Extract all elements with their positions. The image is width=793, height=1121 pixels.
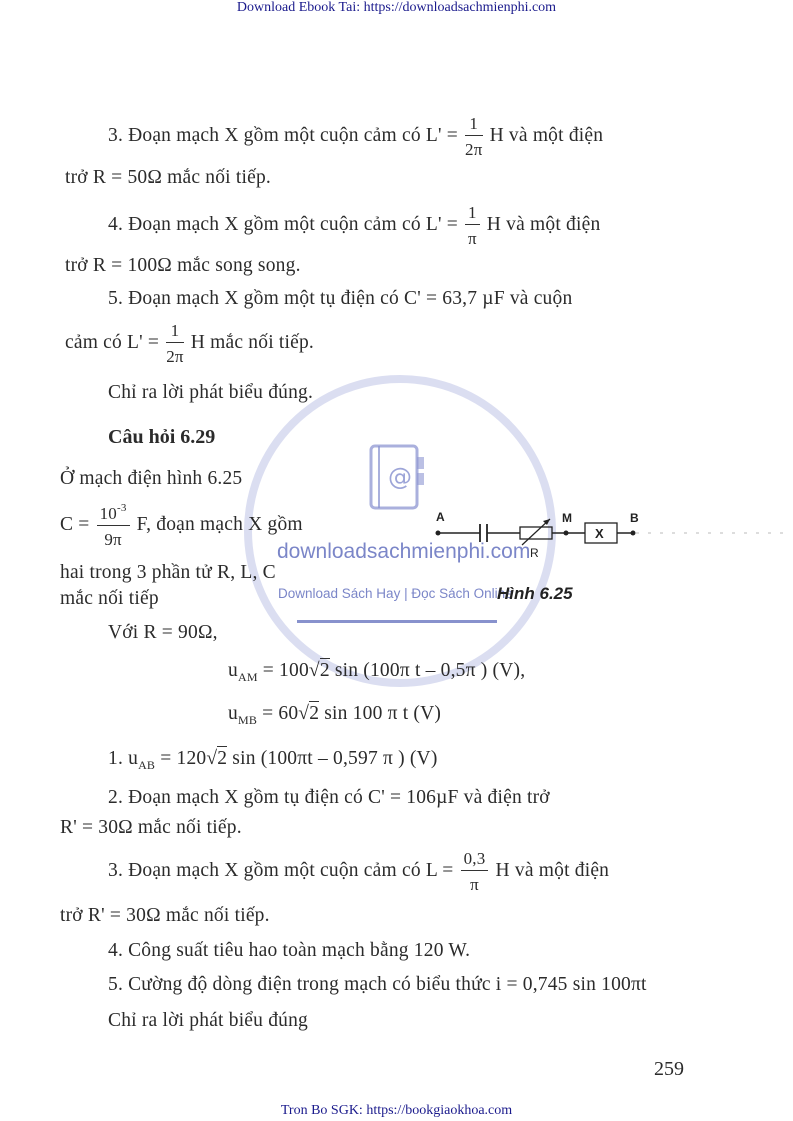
fraction: $\frac{1}{2\pi}$: [465, 114, 483, 159]
svg-text:@: @: [388, 463, 412, 491]
watermark-tagline: Download Sách Hay | Đọc Sách Online: [278, 586, 513, 601]
figure-caption: Hình 6.25: [497, 584, 573, 603]
figure-label-b: B: [630, 511, 639, 525]
given-r: Với R = 90Ω,: [108, 622, 218, 643]
fraction: $\frac{1}{\pi}$: [465, 204, 480, 247]
conclusion-2: Chỉ ra lời phát biểu đúng: [108, 1010, 308, 1031]
question-line-1: Ở mạch điện hình 6.25: [60, 468, 243, 489]
answer-1: 1. $u_{AB} = 120√2$ sin (100πt – 0,597 π ) (V): [108, 748, 438, 772]
answer-5: 5. Cường độ dòng điện trong mạch có biểu thức i = 0,745 sin 100πt: [108, 974, 647, 995]
answer-2-line-1: 2. Đoạn mạch X gồm tụ điện có C' = 106µF và điện trở: [108, 787, 550, 808]
question-heading: Câu hỏi 6.29: [108, 426, 216, 448]
item-3-line-1: 3. Đoạn mạch X gồm một cuộn cảm có L' = $\frac{1}{2\pi}$ H và một điện: [108, 114, 604, 159]
circuit-diagram: [430, 505, 790, 565]
book-at-icon: [365, 443, 429, 513]
item-4-line-1: 4. Đoạn mạch X gồm một cuộn cảm có L' = $\frac{1}{\pi}$ H và một điện: [108, 203, 601, 248]
figure-label-r: R: [530, 546, 539, 560]
figure-label-m: M: [562, 511, 572, 525]
question-line-4: mắc nối tiếp: [60, 588, 159, 609]
watermark-underline: [297, 620, 497, 623]
footer-link[interactable]: Tron Bo SGK: https://bookgiaokhoa.com: [280, 1103, 513, 1118]
conclusion-1: Chỉ ra lời phát biểu đúng.: [108, 382, 314, 403]
equation-u-am: $u_{AM} = 100√2$ sin (100π t – 0,5π ) (V),: [228, 660, 526, 684]
item-4-line-2: trở R = 100Ω mắc song song.: [65, 255, 301, 276]
figure-label-a: A: [436, 510, 445, 524]
page-number: 259: [654, 1058, 684, 1080]
header-link[interactable]: Download Ebook Tai: https://downloadsachmienphi.com: [236, 0, 557, 15]
answer-4: 4. Công suất tiêu hao toàn mạch bằng 120 W.: [108, 940, 471, 961]
fraction: $\frac{0,3}{\pi}$: [461, 850, 489, 893]
item-3-line-2: trở R = 50Ω mắc nối tiếp.: [65, 167, 271, 188]
fraction: $\frac{1}{2\pi}$: [166, 321, 184, 366]
question-line-3: hai trong 3 phần tử R, L, C: [60, 562, 276, 583]
fraction: $\frac{10^{-3}}{9\pi}$: [97, 503, 130, 548]
question-line-2: C = $\frac{10^{-3}}{9\pi}$ F, đoạn mạch X gồm: [60, 502, 303, 549]
watermark-site: downloadsachmienphi.com: [277, 540, 531, 563]
equation-u-mb: $u_{MB} = 60√2$ sin 100 π t (V): [228, 703, 442, 727]
item-5-line-1: 5. Đoạn mạch X gồm một tụ điện có C' = 63,7 µF và cuộn: [108, 288, 573, 309]
figure-label-x: X: [595, 526, 604, 541]
answer-2-line-2: R' = 30Ω mắc nối tiếp.: [60, 817, 242, 838]
answer-3-line-2: trở R' = 30Ω mắc nối tiếp.: [60, 905, 270, 926]
answer-3-line-1: 3. Đoạn mạch X gồm một cuộn cảm có L = $\frac{0,3}{\pi}$ H và một điện: [108, 849, 610, 894]
item-5-line-2: cảm có L' = $\frac{1}{2\pi}$ H mắc nối tiếp.: [65, 321, 314, 366]
